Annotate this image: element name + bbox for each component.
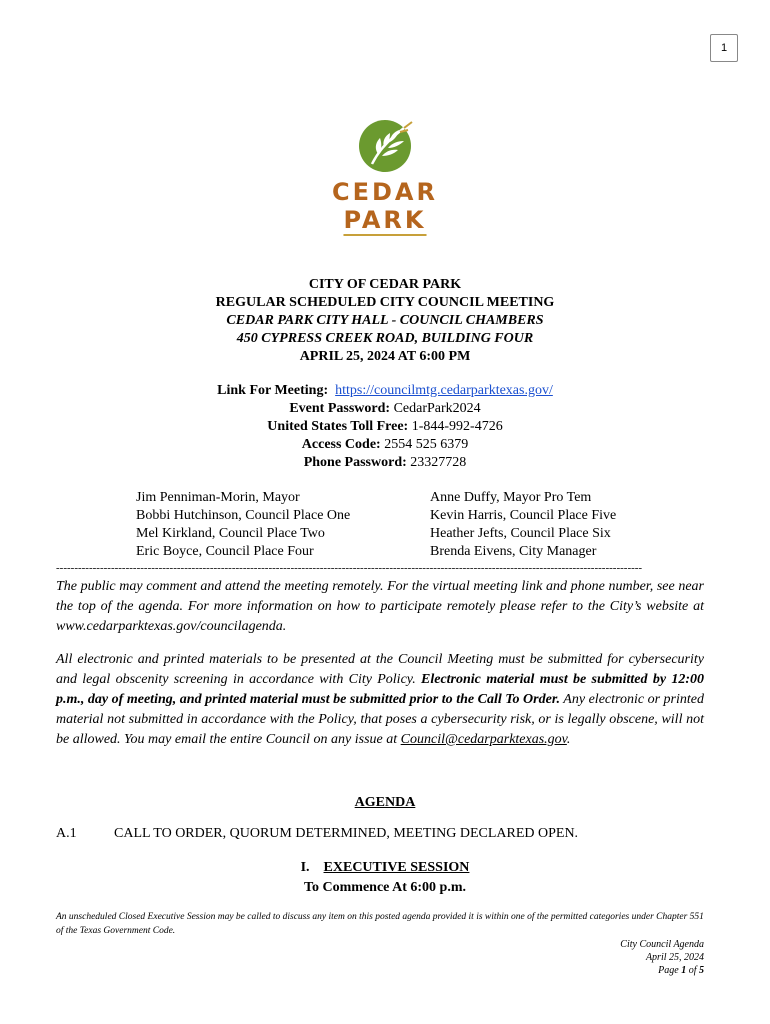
- toll-free-value: 1-844-992-4726: [411, 419, 503, 434]
- council-member: Kevin Harris, Council Place Five: [430, 508, 617, 523]
- footer-page-current: 1: [681, 965, 687, 976]
- meeting-venue: CEDAR PARK CITY HALL - COUNCIL CHAMBERS: [226, 313, 544, 328]
- event-password-label: Event Password:: [289, 401, 391, 416]
- policy-end: .: [566, 732, 571, 747]
- remote-access-info: [0, 382, 770, 472]
- council-member: Mel Kirkland, Council Place Two: [136, 526, 325, 541]
- event-password-value: CedarPark2024: [393, 401, 481, 416]
- access-code-row: [0, 436, 770, 454]
- page-footer: [620, 938, 704, 977]
- cedar-park-logo: [320, 108, 450, 236]
- meeting-link-label: Link For Meeting:: [217, 383, 329, 398]
- phone-password-label: Phone Password:: [303, 455, 407, 470]
- footer-date: April 25, 2024: [645, 952, 704, 963]
- event-password-row: [0, 400, 770, 418]
- executive-session-footnote: An unscheduled Closed Executive Session may be called to discuss any item on this posted agenda provided it is within one of the permitted categories under Chapter 551 of the Texas Government Code.: [56, 912, 704, 936]
- council-member: Eric Boyce, Council Place Four: [136, 544, 314, 559]
- meeting-type: REGULAR SCHEDULED CITY COUNCIL MEETING: [215, 295, 555, 310]
- footer-page-of: of: [686, 965, 699, 976]
- meeting-link[interactable]: https://councilmtg.cedarparktexas.gov/: [335, 383, 553, 398]
- access-code-label: Access Code:: [301, 437, 381, 452]
- toll-free-row: [0, 418, 770, 436]
- policy-deadline: Electronic material must be submitted by 12:00 p.m., day of meeting, and printed material must be submitted prior to the Call To Order.: [56, 672, 704, 707]
- meeting-header: [0, 276, 770, 366]
- section-title: EXECUTIVE SESSION: [323, 860, 470, 875]
- section-number: I.: [300, 860, 310, 875]
- footer-page: [620, 964, 704, 977]
- meeting-address: 450 CYPRESS CREEK ROAD, BUILDING FOUR: [236, 331, 534, 346]
- council-email-link[interactable]: Council@cedarparktexas.gov: [400, 732, 567, 747]
- council-member: Jim Penniman-Morin, Mayor: [136, 490, 300, 505]
- policy-text-2: Any electronic or printed material not submitted in accordance with the Policy, that poses a cybersecurity risk, or is legally obscene, will not be allowed. You may email the entire Council on any issue at: [56, 692, 705, 747]
- council-member: Brenda Eivens, City Manager: [430, 544, 597, 559]
- leaf-emblem-icon: [320, 108, 450, 188]
- phone-password-row: [0, 454, 770, 472]
- footer-page-prefix: Page: [658, 965, 682, 976]
- meeting-link-row: [0, 382, 770, 400]
- council-member: Heather Jefts, Council Place Six: [430, 526, 611, 541]
- agenda-item-text: CALL TO ORDER, QUORUM DETERMINED, MEETING DECLARED OPEN.: [114, 826, 579, 841]
- council-list-left: [136, 489, 350, 561]
- logo-word-cedar: CEDAR: [332, 178, 438, 206]
- footer-title: City Council Agenda: [620, 939, 704, 950]
- meeting-datetime: APRIL 25, 2024 AT 6:00 PM: [299, 349, 471, 364]
- council-list-right: [430, 489, 616, 561]
- agenda-item-number: A.1: [56, 826, 77, 841]
- access-code-value: 2554 525 6379: [384, 437, 469, 452]
- logo-word-park: PARK: [343, 206, 427, 234]
- section-heading: [0, 858, 770, 878]
- section-subtitle: To Commence At 6:00 p.m.: [303, 880, 467, 895]
- council-member: Bobbi Hutchinson, Council Place One: [136, 508, 351, 523]
- city-name: CITY OF CEDAR PARK: [308, 277, 462, 292]
- council-member: Anne Duffy, Mayor Pro Tem: [430, 490, 592, 505]
- policy-text: All electronic and printed materials to be presented at the Council Meeting must be submitted for cybersecurity and legal obscenity screening in accordance with City Policy.: [56, 652, 704, 687]
- materials-policy-notice: [56, 650, 704, 750]
- page-number-badge: 1: [710, 34, 738, 62]
- footer-page-total: 5: [699, 965, 704, 976]
- toll-free-label: United States Toll Free:: [267, 419, 409, 434]
- remote-comment-notice: The public may comment and attend the meeting remotely. For the virtual meeting link and phone number, see near the top of the agenda. For more information on how to participate remotely please refer to the City’s website at www.cedarparktexas.gov/councilagenda.: [56, 579, 704, 634]
- phone-password-value: 23327728: [410, 455, 467, 470]
- agenda-title: AGENDA: [354, 795, 416, 810]
- dashed-divider: ----------------------------------------------------------------------------------------------------------------------------------------------------------------: [56, 563, 643, 573]
